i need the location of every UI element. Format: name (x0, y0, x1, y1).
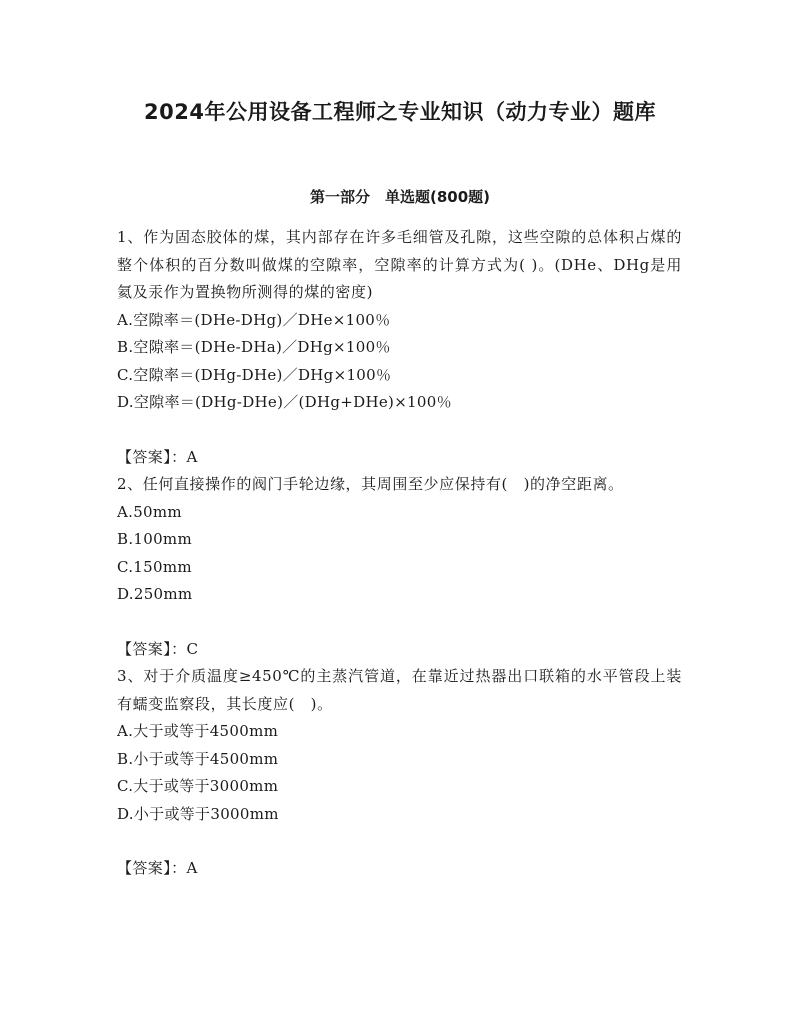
option-b: B.空隙率＝(DHe-DHa)／DHg×100％ (117, 338, 391, 356)
option-d: D.小于或等于3000mm (117, 804, 279, 823)
option-a: A.空隙率＝(DHe-DHg)／DHe×100％ (117, 310, 391, 329)
question-2 (117, 471, 682, 663)
spacer (117, 828, 682, 855)
option-d: D.空隙率＝(DHg-DHe)／(DHg+DHe)×100％ (117, 393, 452, 411)
question-stem: 2、任何直接操作的阀门手轮边缘，其周围至少应保持有( )的净空距离。 (117, 475, 624, 493)
option-c: C.空隙率＝(DHg-DHe)／DHg×100％ (117, 365, 392, 384)
option-b: B.小于或等于4500mm (117, 749, 279, 768)
section-heading: 第一部分 单选题(800题) (309, 188, 491, 206)
option-a: A.50mm (117, 502, 182, 521)
question-1 (117, 224, 682, 471)
spacer (117, 417, 682, 444)
question-list (117, 224, 682, 883)
answer-line: 【答案】：C (117, 639, 199, 658)
spacer (117, 609, 682, 636)
option-b: B.100mm (117, 530, 192, 548)
option-a: A.大于或等于4500mm (117, 722, 279, 740)
answer-line: 【答案】：A (117, 447, 198, 466)
question-3 (117, 663, 682, 883)
answer-line: 【答案】：A (117, 859, 198, 877)
page-title: 2024年公用设备工程师之专业知识（动力专业）题库 (144, 100, 656, 124)
option-c: C.150mm (117, 557, 192, 576)
question-stem: 1、作为固态胶体的煤，其内部存在许多毛细管及孔隙，这些空隙的总体积占煤的整个体积的百分数叫做煤的空隙率，空隙率的计算方式为( )。(DHe、DHg是用氦及汞作为置换物所测得的煤的密度) (117, 228, 682, 301)
option-d: D.250mm (117, 585, 193, 603)
question-stem: 3、对于介质温度≥450℃的主蒸汽管道，在靠近过热器出口联箱的水平管段上装有蠕变监察段，其长度应( )。 (117, 667, 682, 713)
option-c: C.大于或等于3000mm (117, 777, 279, 795)
